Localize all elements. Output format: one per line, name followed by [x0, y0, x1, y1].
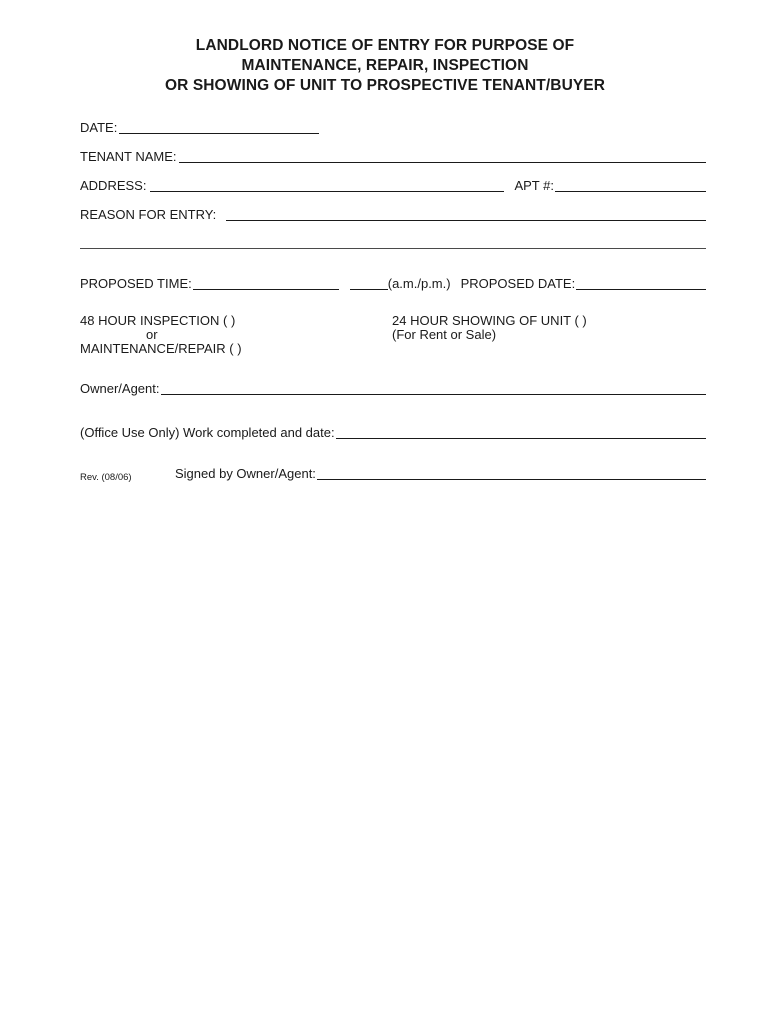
date-label: DATE: — [80, 120, 118, 135]
ampm-field[interactable] — [350, 277, 388, 290]
reason-field[interactable] — [226, 208, 706, 221]
address-row — [80, 178, 706, 193]
title-line-2: MAINTENANCE, REPAIR, INSPECTION — [241, 57, 529, 74]
owner-agent-label: Owner/Agent: — [80, 381, 160, 396]
revision-label: Rev. (08/06) — [80, 472, 132, 483]
apt-field[interactable] — [555, 179, 706, 192]
proposed-date-field[interactable] — [576, 277, 706, 290]
proposed-time-field[interactable] — [193, 277, 339, 290]
proposed-date-label: PROPOSED DATE: — [460, 276, 576, 291]
title-line-1: LANDLORD NOTICE OF ENTRY FOR PURPOSE OF — [195, 37, 575, 54]
showing-24-option[interactable]: 24 HOUR SHOWING OF UNIT ( ) — [392, 313, 587, 328]
form-title — [0, 36, 770, 96]
tenant-name-label: TENANT NAME: — [80, 149, 177, 164]
tenant-name-field[interactable] — [179, 150, 706, 163]
inspection-48-option[interactable]: 48 HOUR INSPECTION ( ) — [80, 313, 236, 328]
reason-label: REASON FOR ENTRY: — [80, 207, 217, 222]
reason-field-continuation[interactable] — [80, 248, 706, 249]
or-label: or — [146, 327, 158, 342]
signed-label: Signed by Owner/Agent: — [175, 466, 316, 481]
showing-note: (For Rent or Sale) — [392, 327, 497, 342]
reason-row — [80, 207, 706, 222]
signed-row — [175, 466, 706, 481]
owner-agent-field[interactable] — [161, 382, 707, 395]
date-row — [80, 120, 319, 135]
tenant-name-row — [80, 149, 706, 164]
maintenance-option[interactable]: MAINTENANCE/REPAIR ( ) — [80, 341, 242, 356]
date-field[interactable] — [119, 121, 319, 134]
office-use-label: (Office Use Only) Work completed and date: — [80, 425, 335, 440]
signature-field[interactable] — [317, 467, 706, 480]
office-use-row — [80, 425, 706, 440]
ampm-label: (a.m./p.m.) — [387, 276, 451, 291]
address-label: ADDRESS: — [80, 178, 147, 193]
address-field[interactable] — [150, 179, 504, 192]
apt-label: APT #: — [514, 178, 554, 193]
owner-agent-row — [80, 381, 706, 396]
entry-type-left — [80, 314, 242, 356]
entry-type-right — [392, 314, 587, 342]
work-completed-field[interactable] — [336, 426, 706, 439]
title-line-3: OR SHOWING OF UNIT TO PROSPECTIVE TENANT/BUYER — [164, 77, 606, 94]
proposed-time-label: PROPOSED TIME: — [80, 276, 192, 291]
proposed-time-row — [80, 276, 706, 291]
